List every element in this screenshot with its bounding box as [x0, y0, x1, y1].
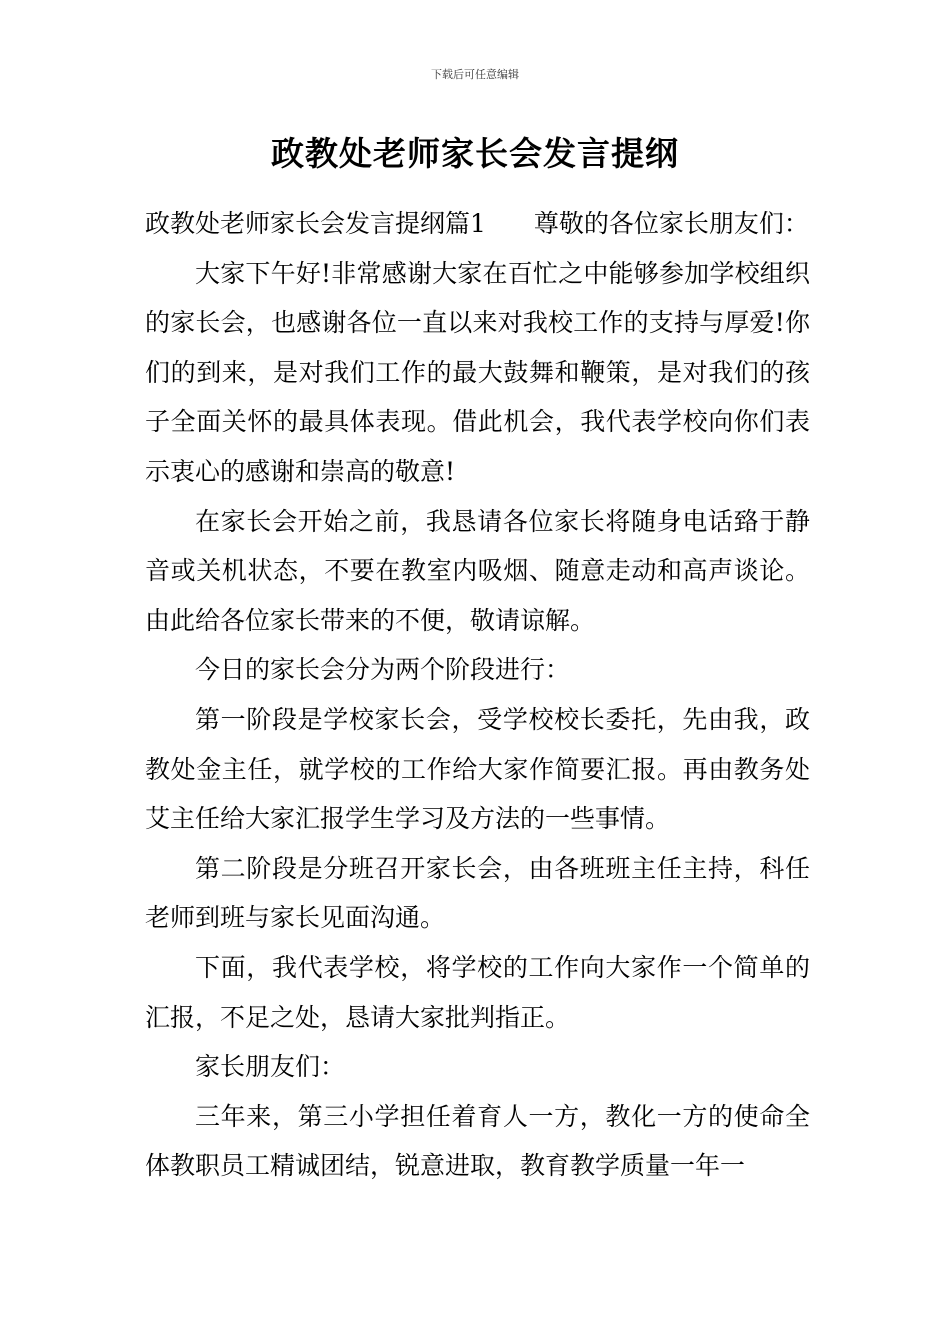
- salutation: 尊敬的各位家长朋友们：: [533, 209, 809, 238]
- paragraph-2: 在家长会开始之前，我恳请各位家长将随身电话臵于静音或关机状态，不要在教室内吸烟、随意走动和高声谈论。由此给各位家长带来的不便，敬请谅解。: [145, 506, 810, 635]
- paragraph-1: 大家下午好!非常感谢大家在百忙之中能够参加学校组织的家长会，也感谢各位一直以来对我校工作的支持与厚爱!你们的到来，是对我们工作的最大鼓舞和鞭策，是对我们的孩子全面关怀的最具体表现。借此机会，我代表学校向你们表示衷心的感谢和崇高的敬意!: [145, 258, 810, 486]
- section-heading: 政教处老师家长会发言提纲篇1: [145, 209, 486, 238]
- paragraph-8: 三年来，第三小学担任着育人一方，教化一方的使命全体教职员工精诚团结，锐意进取，教育教学质量一年一: [145, 1101, 810, 1181]
- paragraph-7: 家长朋友们：: [195, 1052, 346, 1082]
- document-title: 政教处老师家长会发言提纲: [271, 134, 679, 173]
- document-body: [145, 199, 810, 1191]
- paragraph-4: 第一阶段是学校家长会，受学校校长委托，先由我，政教处金主任，就学校的工作给大家作简要汇报。再由教务处艾主任给大家汇报学生学习及方法的一些事情。: [145, 704, 810, 834]
- paragraph-3: 今日的家长会分为两个阶段进行：: [195, 655, 571, 685]
- paragraph-5: 第二阶段是分班召开家长会，由各班班主任主持，科任老师到班与家长见面沟通。: [145, 853, 810, 933]
- paragraph-6: 下面，我代表学校，将学校的工作向大家作一个简单的汇报，不足之处，恳请大家批判指正。: [145, 952, 810, 1032]
- header-note: 下载后可任意编辑: [431, 68, 519, 81]
- opening-line: [145, 199, 810, 249]
